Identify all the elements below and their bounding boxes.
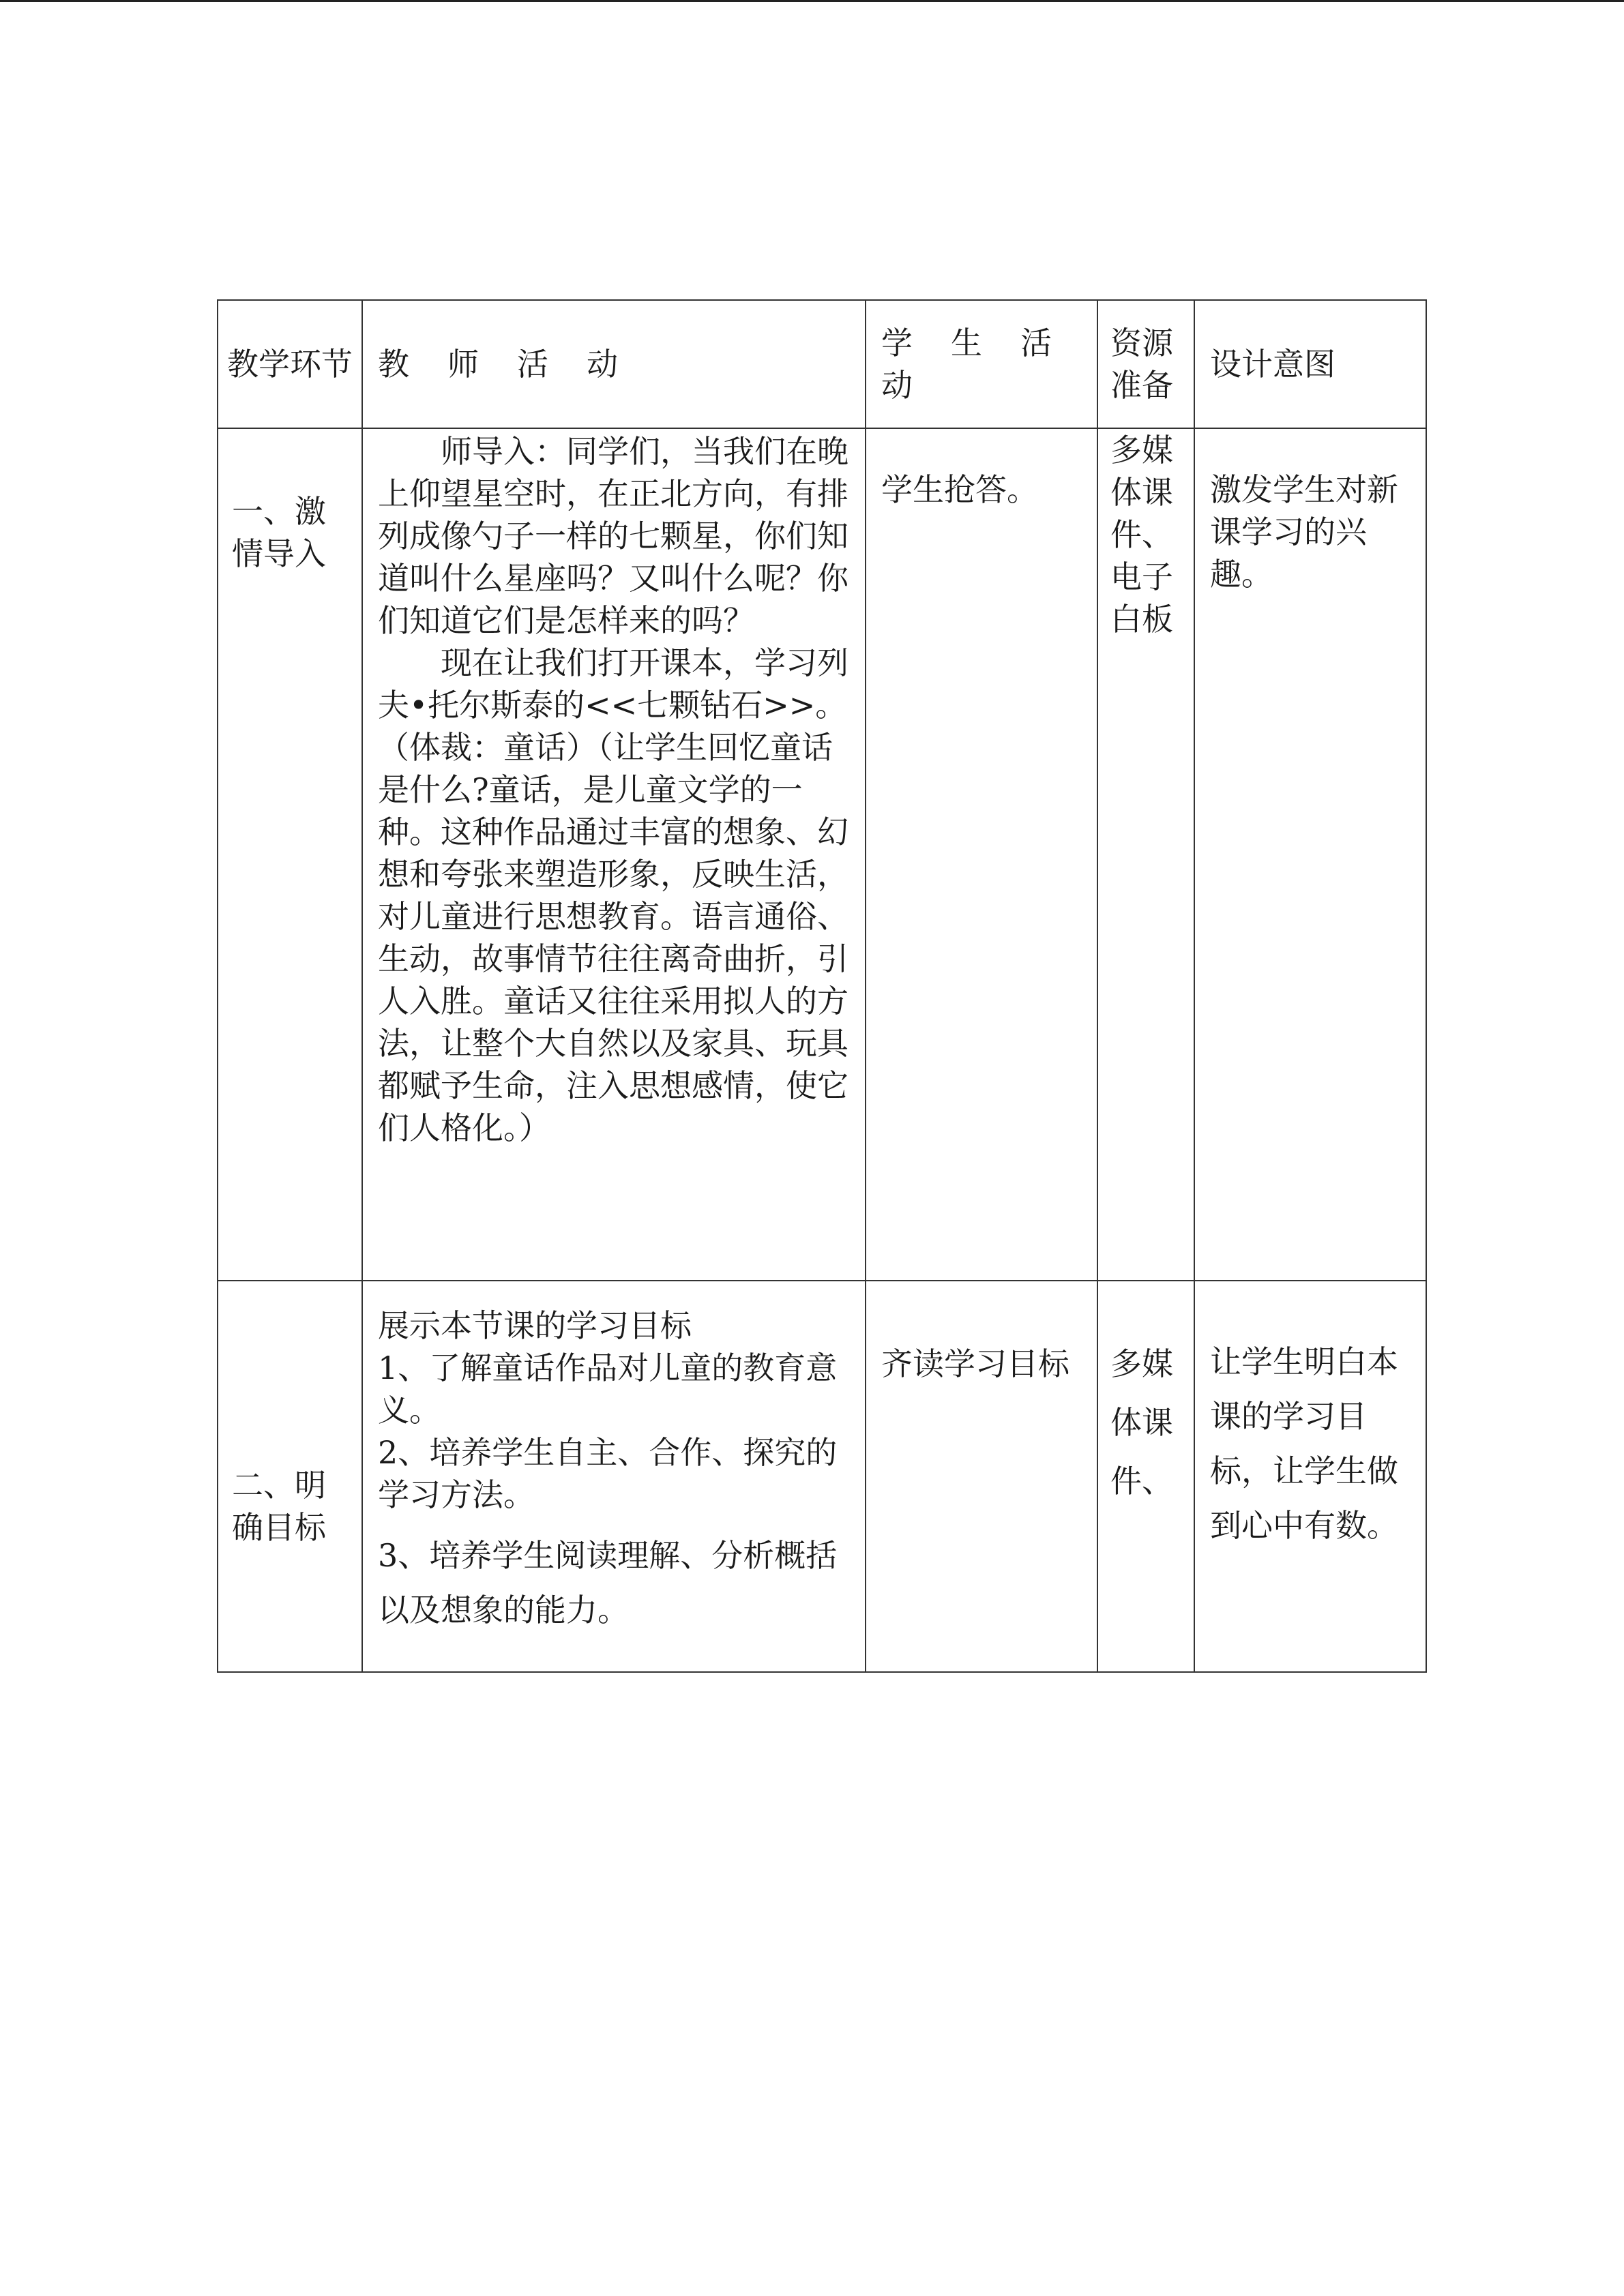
- student-activity-cell: [866, 428, 1097, 1281]
- teacher-intro-paragraph: 师导入：同学们，当我们在晚上仰望星空时，在正北方向，有排列成像勺子一样的七颗星，你们知道叫什么星座吗？又叫什么呢？你们知道它们是怎样来的吗？: [378, 433, 848, 639]
- stage-cell: [218, 1281, 362, 1672]
- objective-item: 2、培养学生自主、合作、探究的学习方法。: [378, 1434, 838, 1513]
- page-top-border: [0, 0, 1624, 2]
- header-intent-label: 设计意图: [1210, 346, 1335, 383]
- design-intent-cell: [1194, 1281, 1426, 1672]
- header-student-label: 学 生 活 动: [881, 325, 1066, 404]
- resource-text: 多媒体课件、: [1110, 1345, 1173, 1500]
- header-teacher-label: 教 师 活 动: [378, 346, 632, 383]
- resource-cell: [1097, 1281, 1194, 1672]
- header-teacher-cell: [362, 300, 866, 428]
- teacher-genre-paragraph: 现在让我们打开课本，学习列夫•托尔斯泰的<<七颗钻石>>。（体裁：童话）（让学生回忆童话是什么?童话，是儿童文学的一种。这种作品通过丰富的想象、幻想和夸张来塑造形象，反映生活，对儿童进行思想教育。语言通俗、生动，故事情节往往离奇曲折，引人入胜。童话又往往采用拟人的方法，让整个大自然以及家具、玩具都赋予生命，注入思想感情，使它们人格化。）: [378, 644, 848, 1146]
- header-intent-cell: [1194, 300, 1426, 428]
- header-student-cell: [866, 300, 1097, 428]
- student-activity-text: 学生抢答。: [881, 471, 1038, 508]
- header-resource-label: 资源准备: [1110, 325, 1173, 404]
- design-intent-text: 激发学生对新课学习的兴趣。: [1210, 471, 1398, 593]
- resource-cell: [1097, 428, 1194, 1281]
- stage-label: 二、明确目标: [232, 1467, 326, 1546]
- stage-label: 一、激情导入: [232, 493, 326, 572]
- table-row: [218, 428, 1426, 1281]
- table-row: [218, 1281, 1426, 1672]
- student-activity-text: 齐读学习目标: [881, 1345, 1069, 1382]
- objective-item: 3、培养学生阅读理解、分析概括以及想象的能力。: [378, 1537, 838, 1628]
- stage-cell: [218, 428, 362, 1281]
- objective-item: 1、了解童话作品对儿童的教育意义。: [378, 1350, 838, 1429]
- lesson-plan-table: [217, 299, 1427, 1673]
- table-header-row: [218, 300, 1426, 428]
- header-stage-label: 教学环节: [227, 346, 353, 383]
- resource-text: 多媒体课件、电子白板: [1110, 432, 1173, 638]
- student-activity-cell: [866, 1281, 1097, 1672]
- header-stage-cell: [218, 300, 362, 428]
- design-intent-cell: [1194, 428, 1426, 1281]
- teacher-activity-cell: [362, 428, 866, 1281]
- teacher-activity-cell: [362, 1281, 866, 1672]
- header-resource-cell: [1097, 300, 1194, 428]
- design-intent-text: 让学生明白本课的学习目标，让学生做到心中有数。: [1210, 1343, 1398, 1544]
- objectives-title: 展示本节课的学习目标: [378, 1307, 692, 1344]
